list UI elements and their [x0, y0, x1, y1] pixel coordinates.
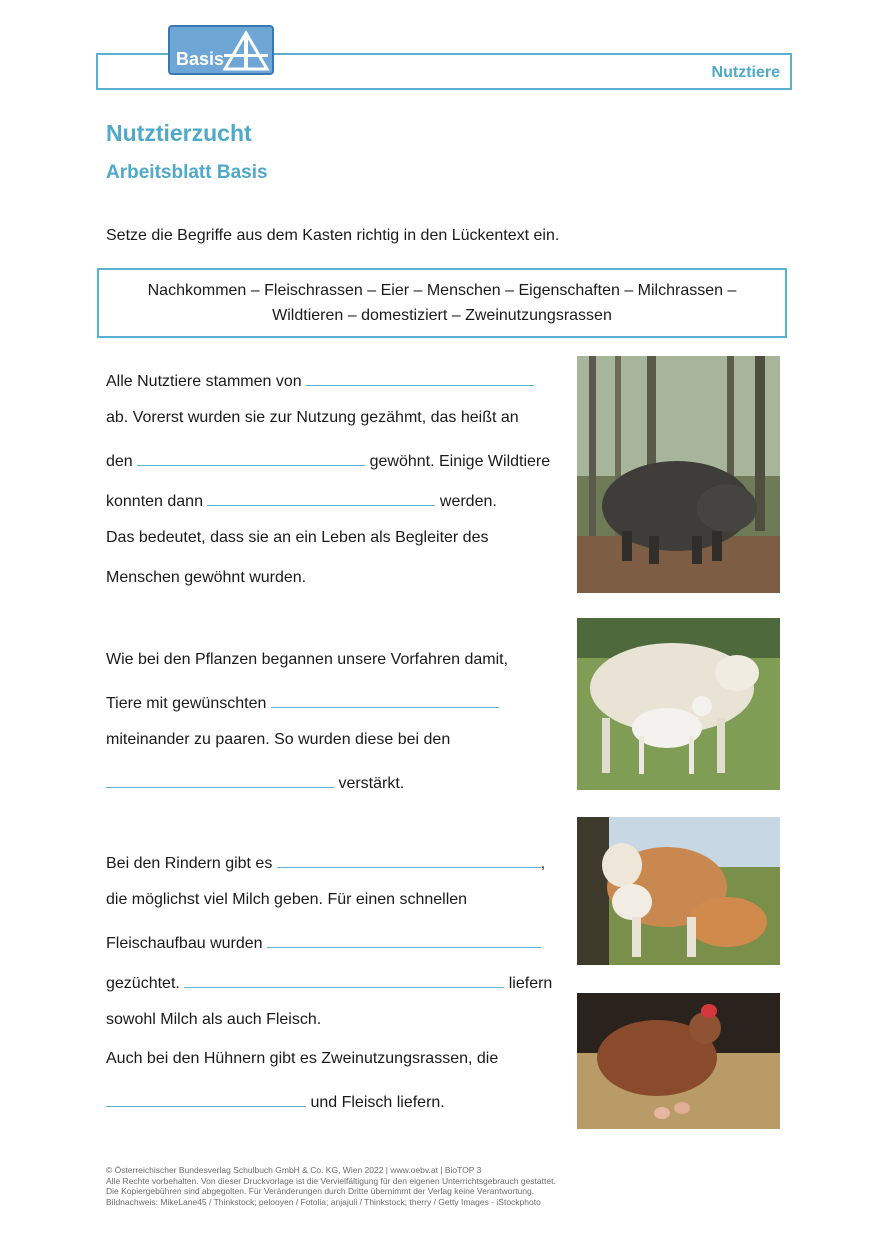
blank-5[interactable] — [106, 771, 334, 788]
logo-text: Basis — [176, 49, 225, 69]
text-line: Tiere mit gewünschten — [106, 691, 499, 713]
blank-8[interactable] — [184, 971, 504, 988]
text-line: konnten dann werden. — [106, 489, 497, 511]
text-line: Alle Nutztiere stammen von — [106, 369, 534, 391]
footer-image-credits: Bildnachweis: MikeLane45 / Thinkstock; pelooyen / Fotolia; anjajuli / Thinkstock; therry / Getty Images - iStockphoto — [106, 1196, 541, 1207]
text-line: die möglichst viel Milch geben. Für einen schnellen — [106, 891, 468, 908]
blank-2[interactable] — [137, 449, 365, 466]
text-line: und Fleisch liefern. — [106, 1090, 445, 1112]
text-line: Das bedeutet, dass sie an ein Leben als Begleiter des — [106, 529, 489, 546]
basis-logo — [168, 25, 274, 75]
text-line: sowohl Milch als auch Fleisch. — [106, 1011, 322, 1028]
sheep-photo — [577, 618, 780, 790]
hen-photo — [577, 993, 780, 1129]
wild-boar-photo — [577, 356, 780, 593]
text-line: ab. Vorerst wurden sie zur Nutzung gezähmt, das heißt an — [106, 409, 519, 426]
page-subtitle: Arbeitsblatt Basis — [106, 162, 268, 183]
footer — [106, 1165, 556, 1207]
word-box — [97, 268, 787, 338]
blank-7[interactable] — [267, 931, 541, 948]
blank-6[interactable] — [277, 851, 541, 868]
text-line: verstärkt. — [106, 771, 404, 793]
triangle-logo-icon — [222, 30, 270, 72]
text-line: miteinander zu paaren. So wurden diese bei den — [106, 731, 451, 748]
cattle-photo — [577, 817, 780, 965]
blank-9[interactable] — [106, 1090, 306, 1107]
word-box-line-1: Nachkommen – Fleischrassen – Eier – Menschen – Eigenschaften – Milchrassen – — [147, 282, 737, 299]
text-line: Bei den Rindern gibt es , — [106, 851, 545, 873]
footer-fees: Die Kopiergebühren sind abgegolten. Für Veränderungen durch Dritte übernimmt der Verlag keine Verantwortung. — [106, 1186, 535, 1196]
text-line: Auch bei den Hühnern gibt es Zweinutzungsrassen, die — [106, 1050, 499, 1067]
word-box-line-2: Wildtieren – domestiziert – Zweinutzungsrassen — [272, 307, 612, 324]
blank-3[interactable] — [207, 489, 435, 506]
blank-1[interactable] — [306, 369, 534, 386]
header-topic: Nutztiere — [711, 64, 780, 81]
text-line: den gewöhnt. Einige Wildtiere — [106, 449, 550, 471]
footer-copyright: © Österreichischer Bundesverlag Schulbuch GmbH & Co. KG, Wien 2022 | www.oebv.at | BioTOP 3 — [106, 1165, 482, 1175]
blank-4[interactable] — [271, 691, 499, 708]
text-line: Wie bei den Pflanzen begannen unsere Vorfahren damit, — [106, 651, 509, 668]
instruction-text: Setze die Begriffe aus dem Kasten richtig in den Lückentext ein. — [106, 227, 560, 244]
text-line: gezüchtet. liefern — [106, 971, 552, 993]
text-line: Menschen gewöhnt wurden. — [106, 569, 307, 586]
footer-rights: Alle Rechte vorbehalten. Von dieser Druckvorlage ist die Vervielfältigung für den eigenen Unterrichtsgebrauch gestattet. — [106, 1175, 556, 1186]
page-title: Nutztierzucht — [106, 120, 252, 146]
text-line: Fleischaufbau wurden — [106, 931, 541, 953]
